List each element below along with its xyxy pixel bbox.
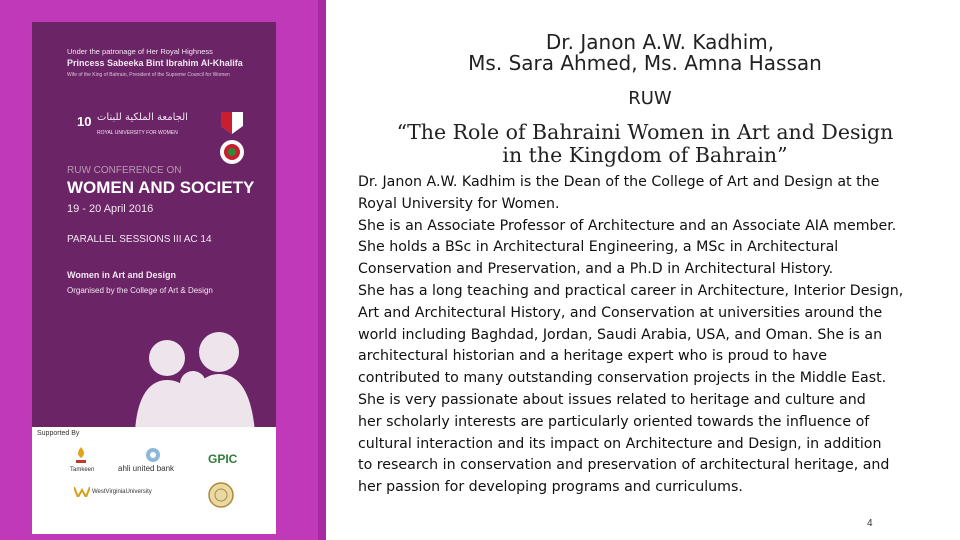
poster-dates: 19 - 20 April 2016 xyxy=(67,203,154,215)
poster-patronage: Under the patronage of Her Royal Highness xyxy=(67,47,213,56)
conference-poster xyxy=(32,22,276,534)
women-silhouette-illustration xyxy=(127,322,267,432)
affiliation-label: RUW xyxy=(628,88,672,109)
bio-line: Art and Architectural History, and Conservation at universities around the xyxy=(358,304,883,321)
authors-line-2: Ms. Sara Ahmed, Ms. Amna Hassan xyxy=(468,51,822,75)
panel-edge-stripe xyxy=(318,0,326,540)
bio-line: world including Baghdad, Jordan, Saudi Arabia, USA, and Oman. She is an xyxy=(358,326,883,343)
bio-line: Conservation and Preservation, and a Ph.D in Architectural History. xyxy=(358,261,834,278)
poster-conference-name: WOMEN AND SOCIETY xyxy=(67,178,255,197)
bio-line: She is very passionate about issues related to heritage and culture and xyxy=(358,391,866,408)
ruw-logo-number: 10 xyxy=(77,114,92,129)
bio-line: her scholarly interests are particularly oriented towards the influence of xyxy=(358,413,870,430)
bio-line: architectural historian and a heritage expert who is proud to have xyxy=(358,348,827,365)
bio-line: her passion for developing programs and curriculums. xyxy=(358,479,743,496)
authors-line-1: Dr. Janon A.W. Kadhim, xyxy=(545,30,775,54)
poster-university-name: ROYAL UNIVERSITY FOR WOMEN xyxy=(97,130,178,136)
sponsor-wvu: WestVirginiaUniversity xyxy=(92,489,152,495)
poster-parallel-sessions: PARALLEL SESSIONS III AC 14 xyxy=(67,234,212,245)
bio-line: contributed to many outstanding conservation projects in the Middle East. xyxy=(358,370,887,387)
talk-title-line-2: in the Kingdom of Bahrain” xyxy=(502,143,788,167)
wvu-logo-icon xyxy=(74,487,90,497)
poster-princess-name: Princess Sabeeka Bint Ibrahim Al-Khalifa xyxy=(67,58,243,68)
bio-line: She has a long teaching and practical career in Architecture, Interior Design, xyxy=(358,282,904,299)
sponsor-gpic: GPIC xyxy=(208,452,238,466)
sponsors-area xyxy=(32,427,276,534)
bio-line: cultural interaction and its impact on Architecture and Design, in addition xyxy=(358,435,882,452)
poster-conference-on: RUW CONFERENCE ON xyxy=(67,165,182,176)
bio-line: Royal University for Women. xyxy=(358,195,560,212)
bio-line: She holds a BSc in Architectural Engineering, a MSc in Architectural xyxy=(358,239,839,256)
poster-organised-by: Organised by the College of Art & Design xyxy=(67,286,213,295)
poster-session-title: Women in Art and Design xyxy=(67,270,177,280)
bio-line: She is an Associate Professor of Architecture and an Associate AIA member. xyxy=(358,217,897,234)
talk-title-line-1: “The Role of Bahraini Women in Art and Design xyxy=(396,120,894,144)
ahli-united-bank-logo-icon xyxy=(145,447,161,463)
sponsor-ahli-united-bank: ahli united bank xyxy=(118,464,175,473)
page-number: 4 xyxy=(867,518,873,529)
sponsor-tamkeen: Tamkeen xyxy=(70,467,95,473)
bio-line: to research in conservation and preservation of architectural heritage, and xyxy=(358,457,890,474)
bio-line: Dr. Janon A.W. Kadhim is the Dean of the College of Art and Design at the xyxy=(358,174,880,190)
poster-wife-line: Wife of the King of Bahrain, President of the Supreme Council for Women xyxy=(67,72,230,78)
speaker-bio xyxy=(358,172,948,499)
poster-university-arabic: الجامعة الملكية للبنات xyxy=(97,112,188,123)
crest-emblem xyxy=(217,108,247,168)
tamkeen-logo-icon xyxy=(74,447,88,465)
university-seal-icon xyxy=(208,482,234,508)
supported-by-label: Supported By xyxy=(37,430,80,437)
